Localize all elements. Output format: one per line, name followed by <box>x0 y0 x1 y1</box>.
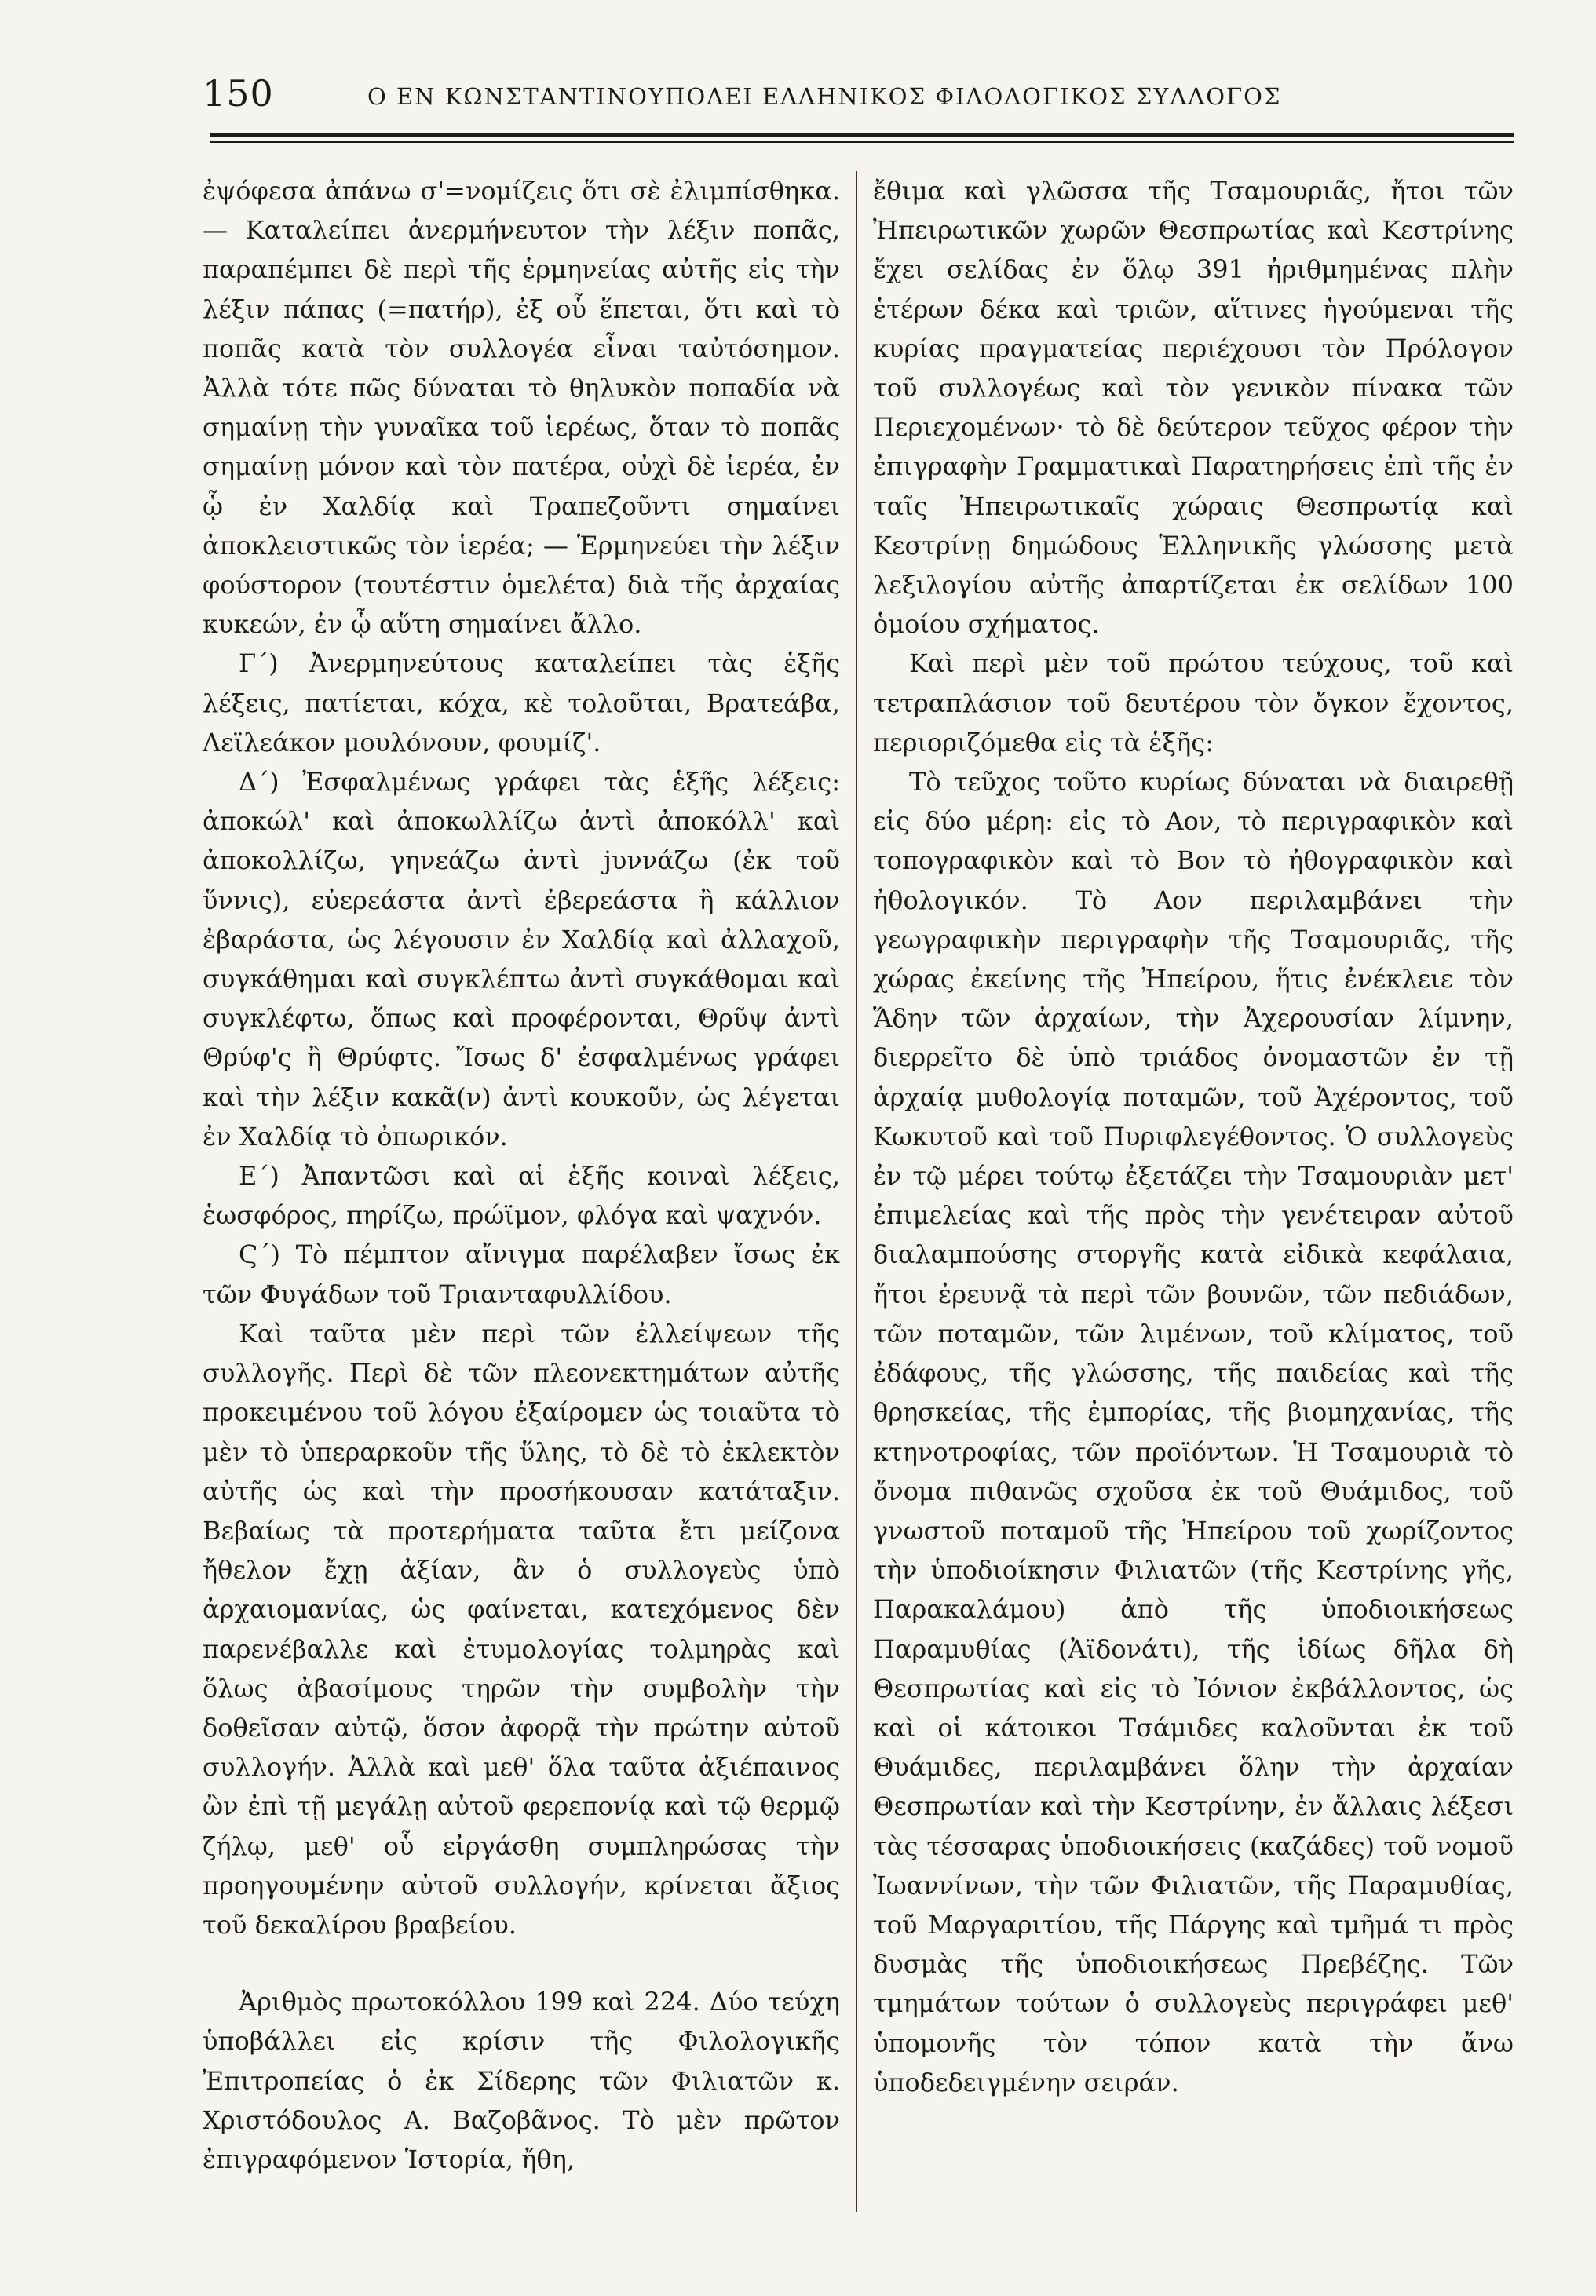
paragraph: ἐψόφεσα ἀπάνω σ'=νομίζεις ὅτι σὲ ἐλιμπίσθηκα. — Καταλείπει ἀνερμήνευτον τὴν λέξιν ποπᾶς, παραπέμπει δὲ περὶ τῆς ἑρμηνείας αὐτῆς εἰς τὴν λέξιν πάπας (=πατήρ), ἐξ οὗ ἕπεται, ὅτι καὶ τὸ ποπᾶς κατὰ τὸν συλλογέα εἶναι ταὐτόσημον. Ἀλλὰ τότε πῶς δύναται τὸ θηλυκὸν ποπαδία νὰ σημαίνῃ τὴν γυναῖκα τοῦ ἱερέως, ὅταν τὸ ποπᾶς σημαίνῃ μόνον καὶ τὸν πατέρα, οὐχὶ δὲ ἱερέα, ἐν ᾧ ἐν Χαλδίᾳ καὶ Τραπεζοῦντι σημαίνει ἀποκλειστικῶς τὸν ἱερέα; — Ἑρμηνεύει τὴν λέξιν φούστορον (τουτέστιν ὁμελέτα) διὰ τῆς ἀρχαίας κυκεών, ἐν ᾧ αὕτη σημαίνει ἄλλο. <box>203 176 840 640</box>
header-rule-thin <box>210 141 1514 143</box>
paragraph: Καὶ περὶ μὲν τοῦ πρώτου τεύχους, τοῦ καὶ τετραπλάσιον τοῦ δευτέρου τὸν ὄγκον ἔχοντος, περιοριζόμεθα εἰς τὰ ἑξῆς: <box>873 648 1514 757</box>
header-rule-thick <box>210 133 1514 137</box>
left-column <box>203 171 840 2179</box>
paragraph: Δ´) Ἐσφαλμένως γράφει τὰς ἑξῆς λέξεις: ἀποκώλ' καὶ ἀποκωλλίζω ἀντὶ ἀποκόλλ' καὶ ἀποκολλίζω, γηνεάζω ἀντὶ jυννάζω (ἐκ τοῦ ὕννις), εὐερεάστα ἀντὶ ἐβερεάστα ἢ κάλλιον ἐβαράστα, ὡς λέγουσιν ἐν Χαλδίᾳ καὶ ἀλλαχοῦ, συγκάθημαι καὶ συγκλέπτω ἀντὶ συγκάθομαι καὶ συγκλέφτω, ὅπως καὶ προφέρονται, Θρῦψ ἀντὶ Θρύφ'ς ἢ Θρύφτς. Ἴσως δ' ἐσφαλμένως γράφει καὶ τὴν λέξιν κακᾶ(ν) ἀντὶ κουκοῦν, ὡς λέγεται ἐν Χαλδίᾳ τὸ ὀπωρικόν. <box>203 767 840 1152</box>
paragraph: Ἀριθμὸς πρωτοκόλλου 199 καὶ 224. Δύο τεύχη ὑποβάλλει εἰς κρίσιν τῆς Φιλολογικῆς Ἐπιτροπείας ὁ ἐκ Σίδερης τῶν Φιλιατῶν κ. Χριστόδουλος Α. Βαζοβᾶνος. Τὸ μὲν πρῶτον ἐπιγραφόμενον Ἱστορία, ἤθη, <box>203 1987 840 2174</box>
paragraph: Καὶ ταῦτα μὲν περὶ τῶν ἐλλείψεων τῆς συλλογῆς. Περὶ δὲ τῶν πλεονεκτημάτων αὐτῆς προκειμένου τοῦ λόγου ἐξαίρομεν ὡς τοιαῦτα τὸ μὲν τὸ ὑπεραρκοῦν τῆς ὕλης, τὸ δὲ τὸ ἐκλεκτὸν αὐτῆς ὡς καὶ τὴν προσήκουσαν κατάταξιν. Βεβαίως τὰ προτερήματα ταῦτα ἔτι μείζονα ἤθελον ἔχῃ ἀξίαν, ἂν ὁ συλλογεὺς ὑπὸ ἀρχαιομανίας, ὡς φαίνεται, κατεχόμενος δὲν παρενέβαλλε καὶ ἐτυμολογίας τολμηρὰς καὶ ὅλως ἀβασίμους τηρῶν τὴν συμβολὴν τὴν δοθεῖσαν αὐτῷ, ὅσον ἀφορᾷ τὴν πρώτην αὐτοῦ συλλογήν. Ἀλλὰ καὶ μεθ' ὅλα ταῦτα ἀξιέπαινος ὢν ἐπὶ τῇ μεγάλῃ αὐτοῦ φερεπονίᾳ καὶ τῷ θερμῷ ζήλῳ, μεθ' οὗ εἰργάσθη συμπληρώσας τὴν προηγουμένην αὐτοῦ συλλογήν, κρίνεται ἄξιος τοῦ δεκαλίρου βραβείου. <box>203 1318 840 1940</box>
paragraph: Ε´) Ἀπαντῶσι καὶ αἱ ἑξῆς κοιναὶ λέξεις, ἑωσφόρος, πηρίζω, πρώϊμον, φλόγα καὶ ψαχνόν. <box>203 1161 840 1231</box>
column-divider <box>856 171 857 2212</box>
right-column <box>873 171 1514 2102</box>
running-head: Ο ΕΝ ΚΩΝΣΤΑΝΤΙΝΟΥΠΟΛΕΙ ΕΛΛΗΝΙΚΟΣ ΦΙΛΟΛΟΓΙΚΟΣ ΣΥΛΛΟΓΟΣ <box>367 83 1282 110</box>
page-header <box>203 72 1514 119</box>
page-number: 150 <box>203 72 274 115</box>
paragraph: Τὸ τεῦχος τοῦτο κυρίως δύναται νὰ διαιρεθῇ εἰς δύο μέρη: εἰς τὸ Αον, τὸ περιγραφικὸν καὶ τοπογραφικὸν καὶ τὸ Βον τὸ ἠθογραφικὸν καὶ ἠθολογικόν. Τὸ Αον περιλαμβάνει τὴν γεωγραφικὴν περιγραφὴν τῆς Τσαμουριᾶς, τῆς χώρας ἐκείνης τῆς Ἠπείρου, ἥτις ἐνέκλειε τὸν Ἅδην τῶν ἀρχαίων, τὴν Ἀχερουσίαν λίμνην, διερρεῖτο δὲ ὑπὸ τριάδος ὀνομαστῶν ἐν τῇ ἀρχαίᾳ μυθολογίᾳ ποταμῶν, τοῦ Ἀχέροντος, τοῦ Κωκυτοῦ καὶ τοῦ Πυριφλεγέθοντος. Ὁ συλλογεὺς ἐν τῷ μέρει τούτῳ ἐξετάζει τὴν Τσαμουριὰν μετ' ἐπιμελείας καὶ τῆς πρὸς τὴν γενέτειραν αὐτοῦ διαλαμπούσης στοργῆς κατὰ εἰδικὰ κεφάλαια, ἤτοι ἐρευνᾷ τὰ περὶ τῶν βουνῶν, τῶν πεδιάδων, τῶν ποταμῶν, τῶν λιμένων, τοῦ κλίματος, τοῦ ἐδάφους, τῆς γλώσσης, τῆς παιδείας καὶ τῆς θρησκείας, τῆς ἐμπορίας, τῆς βιομηχανίας, τῆς κτηνοτροφίας, τῶν προϊόντων. Ἡ Τσαμουριὰ τὸ ὄνομα πιθανῶς σχοῦσα ἐκ τοῦ Θυάμιδος, τοῦ γνωστοῦ ποταμοῦ τῆς Ἠπείρου τοῦ χωρίζοντος τὴν ὑποδιοίκησιν Φιλιατῶν (τῆς Κεστρίνης γῆς, Παρακαλάμου) ἀπὸ τῆς ὑποδιοικήσεως Παραμυθίας (Ἀϊδονάτι), τῆς ἰδίως δῆλα δὴ Θεσπρωτίας καὶ εἰς τὸ Ἰόνιον ἐκβάλλοντος, ὡς καὶ οἱ κάτοικοι Τσάμιδες καλοῦνται ἐκ τοῦ Θυάμιδες, περιλαμβάνει ὅλην τὴν ἀρχαίαν Θεσπρωτίαν καὶ τὴν Κεστρίνην, ἐν ἄλλαις λέξεσι τὰς τέσσαρας ὑποδιοικήσεις (καζάδες) τοῦ νομοῦ Ἰωαννίνων, τὴν τῶν Φιλιατῶν, τῆς Παραμυθίας, τοῦ Μαργαριτίου, τῆς Πάργης καὶ τμῆμά τι πρὸς δυσμὰς τῆς ὑποδιοικήσεως Πρεβέζης. Τῶν τμημάτων τούτων ὁ συλλογεὺς περιγράφει μεθ' ὑπομονῆς τὸν τόπον κατὰ τὴν ἄνω ὑποδεδειγμένην σειράν. <box>873 767 1514 2097</box>
paragraph: Ϛ´) Τὸ πέμπτον αἴνιγμα παρέλαβεν ἴσως ἐκ τῶν Φυγάδων τοῦ Τριανταφυλλίδου. <box>203 1239 840 1309</box>
paragraph: ἔθιμα καὶ γλῶσσα τῆς Τσαμουριᾶς, ἤτοι τῶν Ἠπειρωτικῶν χωρῶν Θεσπρωτίας καὶ Κεστρίνης ἔχει σελίδας ἐν ὅλῳ 391 ἠριθμημένας πλὴν ἑτέρων δέκα καὶ τριῶν, αἵτινες ἡγούμεναι τῆς κυρίας πραγματείας περιέχουσι τὸν Πρόλογον τοῦ συλλογέως καὶ τὸν γενικὸν πίνακα τῶν Περιεχομένων· τὸ δὲ δεύτερον τεῦχος φέρον τὴν ἐπιγραφὴν Γραμματικαὶ Παρατηρήσεις ἐπὶ τῆς ἐν ταῖς Ἠπειρωτικαῖς χώραις Θεσπρωτίᾳ καὶ Κεστρίνῃ δημώδους Ἑλληνικῆς γλώσσης μετὰ λεξιλογίου αὐτῆς ἀπαρτίζεται ἐκ σελίδων 100 ὁμοίου σχήματος. <box>873 176 1514 640</box>
paragraph-gap <box>203 1944 840 1982</box>
paragraph: Γ´) Ἀνερμηνεύτους καταλείπει τὰς ἑξῆς λέξεις, πατίεται, κόχα, κὲ τολοῦται, Βρατεάβα, Λεϊλεάκον μουλόνουν, φουμίζ'. <box>203 648 840 757</box>
